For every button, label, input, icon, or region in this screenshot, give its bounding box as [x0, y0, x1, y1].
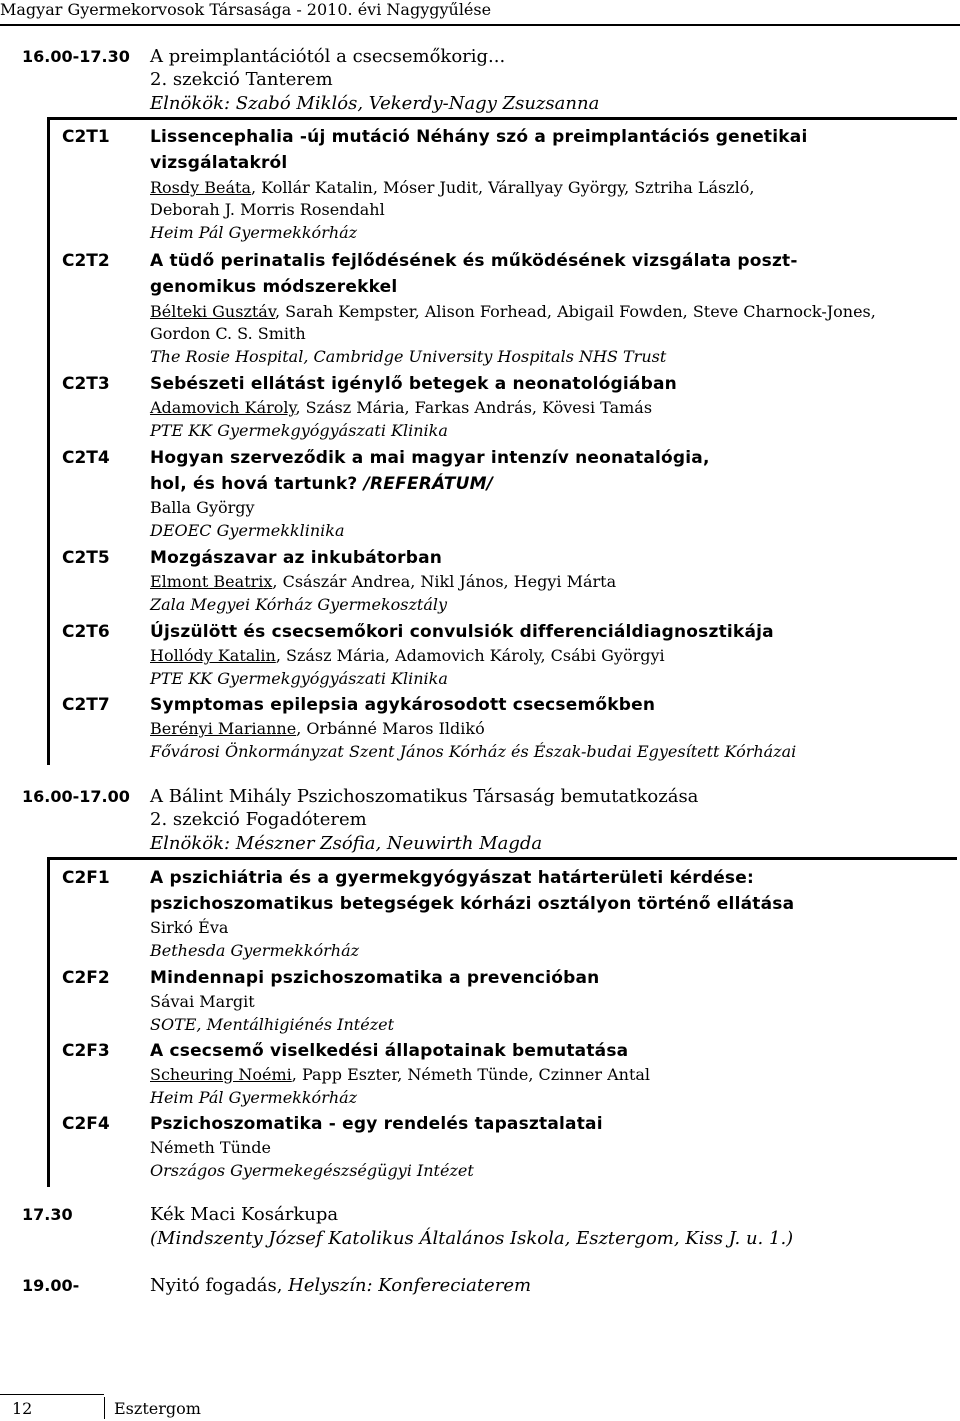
talk-institution: PTE KK Gyermekgyógyászati Klinika	[150, 669, 448, 688]
presenter-name: Elmont Beatrix	[150, 572, 273, 591]
talk-institution: Fővárosi Önkormányzat Szent János Kórház és Észak-budai Egyesített Kórházai	[150, 742, 797, 761]
talk-authors	[150, 571, 616, 593]
presenter-name: Bélteki Gusztáv	[150, 302, 275, 321]
coauthors: , Szász Mária, Farkas András, Kövesi Tamás	[295, 398, 653, 417]
presenter-name: Berényi Marianne	[150, 719, 297, 738]
talk-authors	[150, 718, 485, 740]
talk-authors: Németh Tünde	[150, 1138, 271, 1157]
talk-code: C2T2	[62, 251, 110, 271]
talk-code: C2T7	[62, 695, 110, 715]
event1-time: 17.30	[22, 1205, 73, 1224]
talk-code: C2T6	[62, 622, 110, 642]
running-header: Magyar Gyermekorvosok Társasága - 2010. évi Nagygyűlése	[0, 0, 492, 19]
event2-line	[150, 1275, 531, 1297]
footer-rule	[0, 1394, 104, 1395]
talk-institution: Zala Megyei Kórház Gyermekosztály	[150, 595, 448, 614]
coauthors: , Orbánné Maros Ildikó	[296, 719, 485, 738]
talk-title: Hogyan szerveződik a mai magyar intenzív neonatalógia,	[150, 448, 710, 468]
coauthors: , Kollár Katalin, Móser Judit, Várallyay György, Sztriha László,	[251, 178, 755, 197]
presenter-name: Rosdy Beáta	[150, 178, 251, 197]
talk-title: Pszichoszomatika - egy rendelés tapasztalatai	[150, 1114, 603, 1134]
talk-authors-cont: Gordon C. S. Smith	[150, 324, 306, 343]
event1-subtitle: (Mindszenty József Katolikus Általános Iskola, Esztergom, Kiss J. u. 1.)	[150, 1228, 794, 1249]
talk-code: C2F2	[62, 968, 110, 988]
session1-room: 2. szekció Tanterem	[150, 69, 333, 90]
event2-time: 19.00-	[22, 1276, 80, 1295]
session1-top-rule	[47, 117, 957, 120]
talk-institution: Heim Pál Gyermekkórház	[150, 1088, 358, 1107]
talk-institution: PTE KK Gyermekgyógyászati Klinika	[150, 421, 448, 440]
talk-authors: Balla György	[150, 498, 255, 517]
talk-code: C2T4	[62, 448, 110, 468]
talk-title: Lissencephalia -új mutáció Néhány szó a preimplantációs genetikai	[150, 127, 808, 147]
talk-institution: Heim Pál Gyermekkórház	[150, 223, 358, 242]
session1-title: A preimplantációtól a csecsemőkorig...	[150, 46, 506, 67]
talk-code: C2T1	[62, 127, 110, 147]
talk-institution: Bethesda Gyermekkórház	[150, 941, 360, 960]
talk-title-cont: vizsgálatakról	[150, 153, 288, 173]
talk-title: A pszichiátria és a gyermekgyógyászat határterületi kérdése:	[150, 868, 754, 888]
talk-title: Symptomas epilepsia agykárosodott csecsemőkben	[150, 695, 656, 715]
presenter-name: Adamovich Károly	[150, 398, 296, 417]
session2-time: 16.00-17.00	[22, 787, 130, 806]
footer-place: Esztergom	[114, 1399, 201, 1418]
talk-title-cont	[150, 473, 493, 495]
session2-title: A Bálint Mihály Pszichoszomatikus Társaság bemutatkozása	[150, 786, 699, 807]
talk-authors	[150, 301, 876, 323]
coauthors: , Császár Andrea, Nikl János, Hegyi Márta	[272, 572, 617, 591]
presenter-name: Scheuring Noémi	[150, 1065, 292, 1084]
session2-left-rule	[47, 857, 50, 1187]
talk-title: Sebészeti ellátást igénylő betegek a neonatológiában	[150, 374, 677, 394]
coauthors: , Sarah Kempster, Alison Forhead, Abigail Fowden, Steve Charnock-Jones,	[274, 302, 876, 321]
event2-title: Nyitó fogadás,	[150, 1275, 289, 1296]
talk-code: C2T5	[62, 548, 110, 568]
talk-authors	[150, 177, 754, 199]
talk-title: Újszülött és csecsemőkori convulsiók differenciáldiagnosztikája	[150, 622, 774, 642]
talk-title: Mindennapi pszichoszomatika a prevencióban	[150, 968, 600, 988]
session2-chairs: Elnökök: Mészner Zsófia, Neuwirth Magda	[150, 833, 543, 854]
talk-code: C2F3	[62, 1041, 110, 1061]
coauthors: , Szász Mária, Adamovich Károly, Csábi Györgyi	[275, 646, 665, 665]
talk-institution: Országos Gyermekegészségügyi Intézet	[150, 1161, 474, 1180]
event1-title: Kék Maci Kosárkupa	[150, 1204, 339, 1225]
presenter-name: Hollódy Katalin	[150, 646, 276, 665]
talk-code: C2F1	[62, 868, 110, 888]
talk-institution: SOTE, Mentálhigiénés Intézet	[150, 1015, 395, 1034]
talk-title-cont: genomikus módszerekkel	[150, 277, 398, 297]
page-number: 12	[12, 1399, 33, 1418]
talk-title: Mozgászavar az inkubátorban	[150, 548, 443, 568]
talk-institution: The Rosie Hospital, Cambridge University Hospitals NHS Trust	[150, 347, 667, 366]
session2-room: 2. szekció Fogadóterem	[150, 809, 367, 830]
coauthors: , Papp Eszter, Németh Tünde, Czinner Antal	[291, 1065, 651, 1084]
footer-separator	[104, 1397, 105, 1419]
session2-top-rule	[47, 857, 957, 860]
talk-authors	[150, 1064, 650, 1086]
session1-time: 16.00-17.30	[22, 47, 130, 66]
talk-title-text: hol, és hová tartunk?	[150, 474, 364, 494]
talk-authors	[150, 645, 665, 667]
talk-title: A tüdő perinatalis fejlődésének és működésének vizsgálata poszt-	[150, 251, 798, 271]
talk-authors	[150, 397, 652, 419]
talk-institution: DEOEC Gyermekklinika	[150, 521, 345, 540]
talk-code: C2T3	[62, 374, 110, 394]
talk-title-cont: pszichoszomatikus betegségek kórházi osztályon történő ellátása	[150, 894, 795, 914]
session1-chairs: Elnökök: Szabó Miklós, Vekerdy-Nagy Zsuzsanna	[150, 93, 600, 114]
talk-code: C2F4	[62, 1114, 110, 1134]
session1-left-rule	[47, 117, 50, 765]
event2-venue: Helyszín: Konfereciaterem	[288, 1275, 532, 1296]
talk-authors: Sávai Margit	[150, 992, 255, 1011]
referatum-tag: /REFERÁTUM/	[363, 474, 494, 494]
talk-authors: Sirkó Éva	[150, 918, 229, 937]
header-rule	[0, 24, 960, 26]
talk-authors-cont: Deborah J. Morris Rosendahl	[150, 200, 385, 219]
talk-title: A csecsemő viselkedési állapotainak bemutatása	[150, 1041, 629, 1061]
